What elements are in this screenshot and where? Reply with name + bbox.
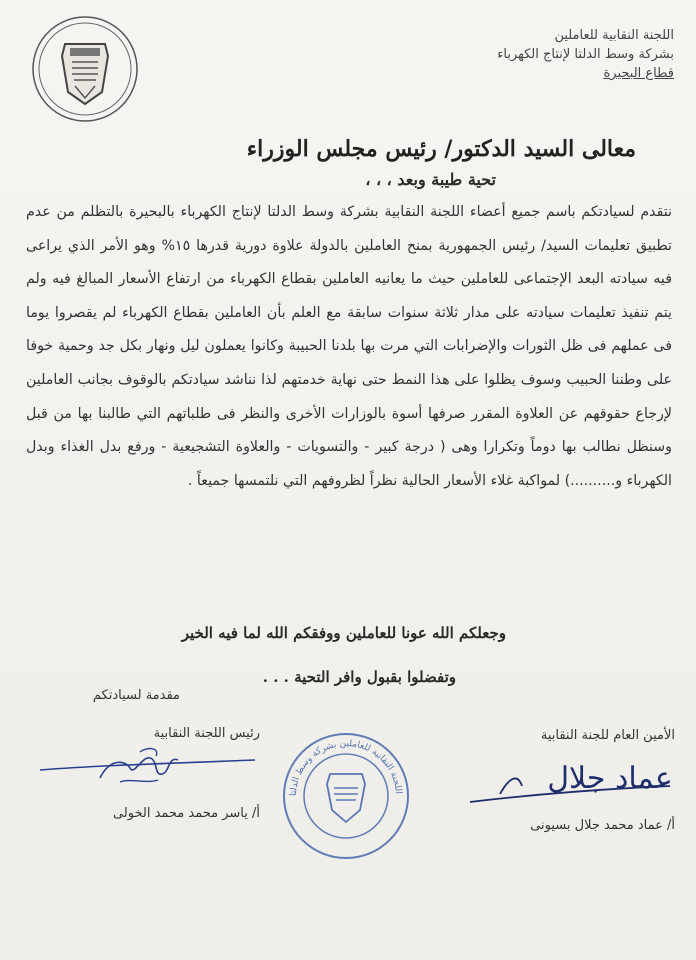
header-line-sector: قطاع البحيرة [603,66,674,81]
secretary-signature-text: عماد جلال [547,761,673,796]
secretary-name: أ/ عماد محمد جلال بسيونى [530,818,675,833]
secretary-role: الأمين العام للجنة النقابية [540,728,675,743]
organisation-header [454,26,674,83]
union-logo [30,14,140,124]
letter-closing-prayer: وجعلكم الله عونا للعاملين ووفقكم الله لما فيه الخير [181,624,506,642]
chairman-role: رئيس اللجنة النقابية [153,726,260,741]
letter-closing-regards: وتفضلوا بقبول وافر التحية . . . [262,668,456,686]
union-stamp [280,730,412,862]
stamp-ring-text: اللجنة النقابية للعاملين بشركة وسط الدلتا [288,738,403,797]
header-line-company: بشركة وسط الدلتا لإنتاج الكهرباء [497,47,674,62]
letter-addressee: معالى السيد الدكتور/ رئيس مجلس الوزراء [246,136,636,162]
letter-body [26,196,672,498]
chairman-signature [30,738,260,798]
letter-salutation: تحية طيبة وبعد ، ، ، [365,170,496,189]
chairman-name: أ/ ياسر محمد محمد الخولى [112,806,260,821]
presented-by-label: مقدمة لسيادتكم [92,688,180,703]
secretary-signature [460,746,675,816]
letter-paragraph: نتقدم لسيادتكم باسم جميع أعضاء اللجنة النقابية بشركة وسط الدلتا لإنتاج الكهرباء بالبحيرة بالتظلم من عدم تطبيق تعليمات السيد/ رئيس الجمهورية بمنح العاملين بالدولة علاوة دورية قدرها ١٥% وهو الأمر الذي يراعى فيه سيادته البعد الإجتماعى للعاملين حيث ما يعانيه العاملين بقطاع الكهرباء من ارتفاع الأسعار المبالغ فيه ولم يتم تنفيذ تعليمات سيادته على مدار ثلاثة سنوات سابقة مع العلم بأن العاملين بقطاع الكهرباء لم يقصروا يوما فى عملهم فى ظل الثورات والإضرابات التي مرت بها بلدنا الحبيبة وكانوا يعملون ليل ونهار بكل جد وحمية خوفا على وطننا الحبيب وسوف يظلوا على هذا النمط حتى نهاية خدمتهم لذا نناشد سيادتكم بالوقوف بجانب العاملين لإرجاع حقوقهم عن العلاوة المقرر صرفها أسوة بالوزارات الأخرى والنظر فى طلباتهم التي طالبنا بها من قبل وسنظل نطالب بها دوماً وتكرارا وهى ( درجة كبير - والتسويات - والعلاوة التشجيعية - ورفع بدل الغذاء وبدل الكهرباء و..........) لمواكبة غلاء الأسعار الحالية نظراً لظروفهم التي نلتمسها جميعاً . [26,204,673,489]
header-line-union: اللجنة النقابية للعاملين [554,28,674,43]
